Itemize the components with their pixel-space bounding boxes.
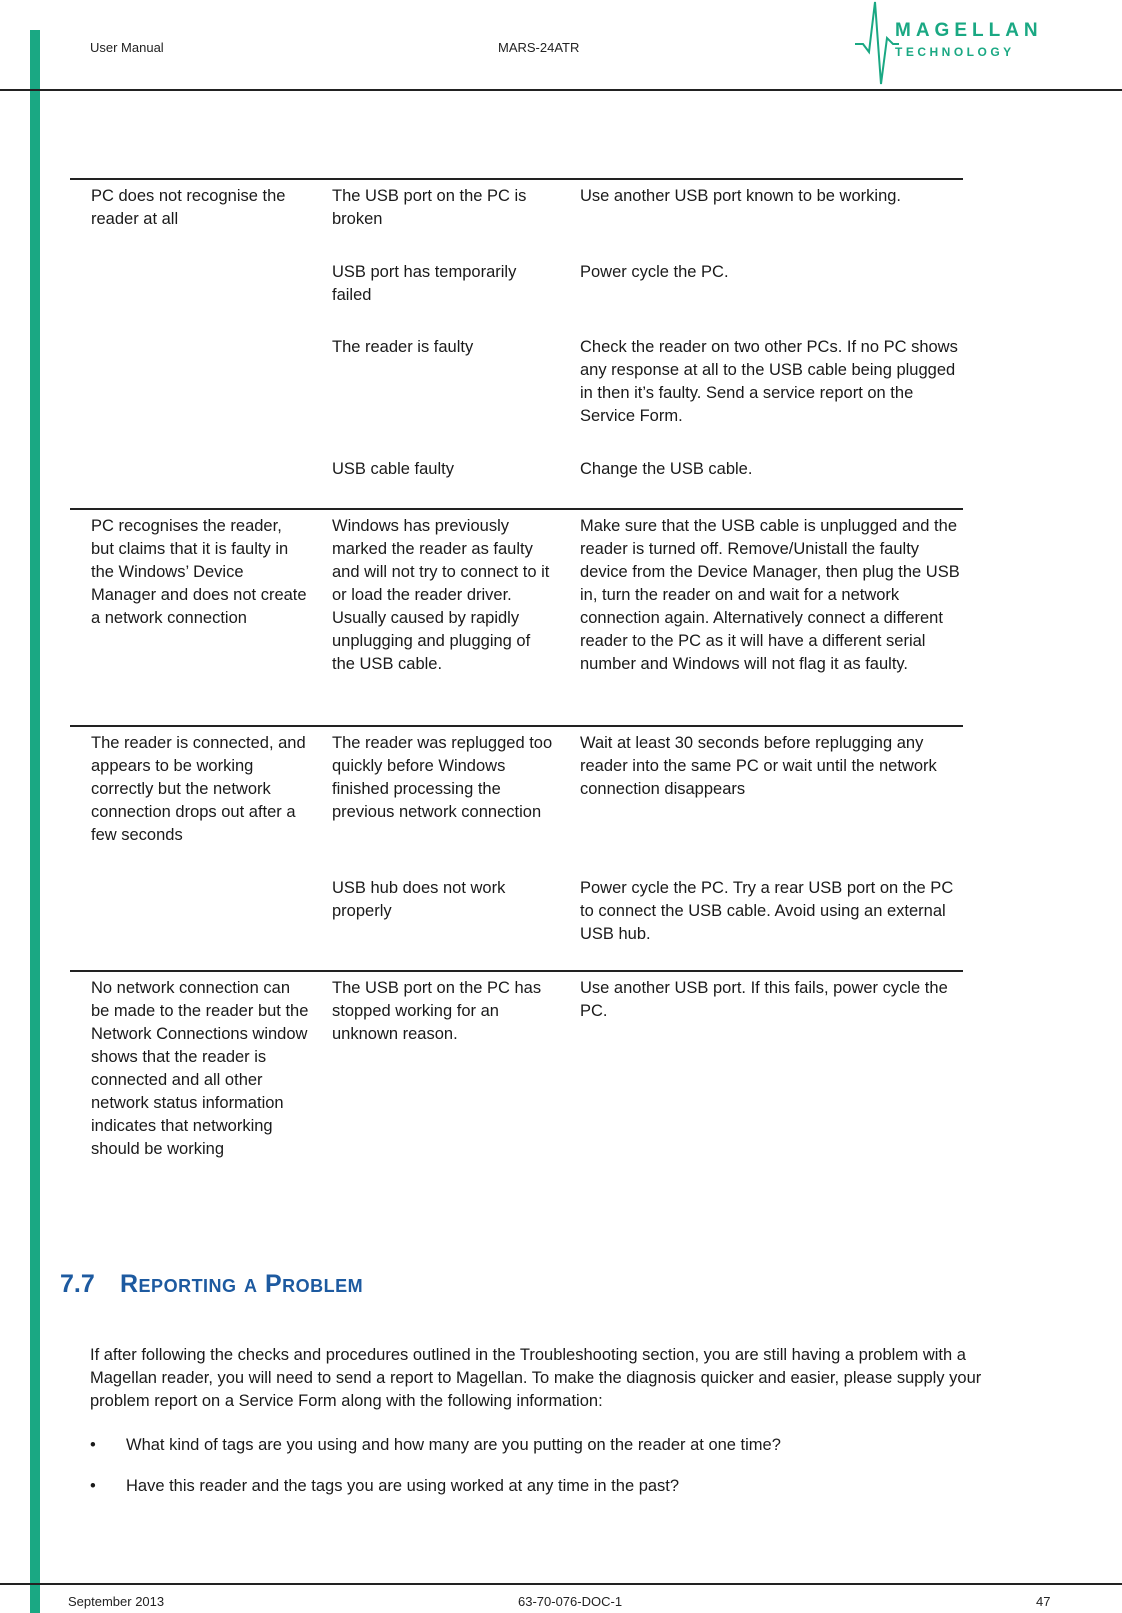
section-title: Reporting a Problem xyxy=(120,1270,364,1298)
remedy-cell: Make sure that the USB cable is unplugged and the reader is turned off. Remove/Unistall the faulty device from the Device Manager, then plug the USB in, turn the reader on and wait for a network connection again. Alternatively connect a different reader to the PC as it will have a different serial number and Windows will not flag it as faulty. xyxy=(580,517,960,673)
table-row xyxy=(70,178,963,508)
section-heading xyxy=(60,1270,364,1299)
remedy-cell: Power cycle the PC. Try a rear USB port on the PC to connect the USB cable. Avoid using an external USB hub. xyxy=(580,879,954,943)
footer-document-number: 63-70-076-DOC-1 xyxy=(518,1594,623,1609)
troubleshooting-table xyxy=(70,178,963,1202)
remedy-cell: Use another USB port. If this fails, power cycle the PC. xyxy=(580,979,948,1020)
company-logo xyxy=(855,0,1043,88)
remedy-cell: Power cycle the PC. xyxy=(580,263,729,281)
cause-cell: Windows has previously marked the reader as faulty and will not try to connect to it or load the reader driver. Usually caused by rapidly unplugging and plugging of the USB cable. xyxy=(332,517,550,673)
symptom-cell: PC recognises the reader, but claims that it is faulty in the Windows’ Device Manager and does not create a network connection xyxy=(91,517,307,627)
bullet-marker: • xyxy=(90,1477,96,1495)
logo-wordmark-technology: TECHNOLOGY xyxy=(895,45,1015,59)
table-row xyxy=(70,508,963,725)
symptom-cell: No network connection can be made to the reader but the Network Connections window shows that the reader is connected and all other network status information indicates that networking should be working xyxy=(91,979,309,1158)
cause-cell: The reader was replugged too quickly before Windows finished processing the previous network connection xyxy=(332,734,553,821)
cause-cell: The USB port on the PC is broken xyxy=(332,187,527,228)
footer-divider xyxy=(0,1583,1122,1585)
margin-accent-bar xyxy=(30,30,40,1613)
cause-cell: USB port has temporarily failed xyxy=(332,263,517,304)
header-divider xyxy=(0,89,1122,91)
header-document-type: User Manual xyxy=(90,40,164,55)
header-product-name: MARS-24ATR xyxy=(498,40,580,55)
remedy-cell: Change the USB cable. xyxy=(580,460,753,478)
remedy-cell: Use another USB port known to be working. xyxy=(580,187,902,205)
list-item-text: Have this reader and the tags you are using worked at any time in the past? xyxy=(126,1477,680,1495)
cause-cell: The USB port on the PC has stopped working for an unknown reason. xyxy=(332,979,542,1043)
table-row xyxy=(70,725,963,970)
logo-wordmark-magellan: MAGELLAN xyxy=(895,20,1043,41)
remedy-cell: Check the reader on two other PCs. If no PC shows any response at all to the USB cable being plugged in then it’s faulty. Send a service report on the Service Form. xyxy=(580,338,958,425)
symptom-cell: The reader is connected, and appears to be working correctly but the network connection drops out after a few seconds xyxy=(91,734,306,844)
section-number: 7.7 xyxy=(60,1270,95,1298)
cause-cell: USB hub does not work properly xyxy=(332,879,506,920)
cause-cell: The reader is faulty xyxy=(332,338,474,356)
bullet-marker: • xyxy=(90,1436,96,1454)
footer-date: September 2013 xyxy=(68,1594,165,1609)
list-item-text: What kind of tags are you using and how many are you putting on the reader at one time? xyxy=(126,1436,781,1454)
footer-page-number: 47 xyxy=(1036,1594,1051,1609)
section-intro-paragraph: If after following the checks and procedures outlined in the Troubleshooting section, you are still having a problem with a Magellan reader, you will need to send a report to Magellan. To make the diagnosis quicker and easier, please supply your problem report on a Service Form along with the following information: xyxy=(90,1346,982,1410)
remedy-cell: Wait at least 30 seconds before replugging any reader into the same PC or wait until the network connection disappears xyxy=(580,734,937,798)
symptom-cell: PC does not recognise the reader at all xyxy=(91,187,286,228)
pulse-icon xyxy=(855,0,915,88)
table-row xyxy=(70,970,963,1202)
cause-cell: USB cable faulty xyxy=(332,460,454,478)
